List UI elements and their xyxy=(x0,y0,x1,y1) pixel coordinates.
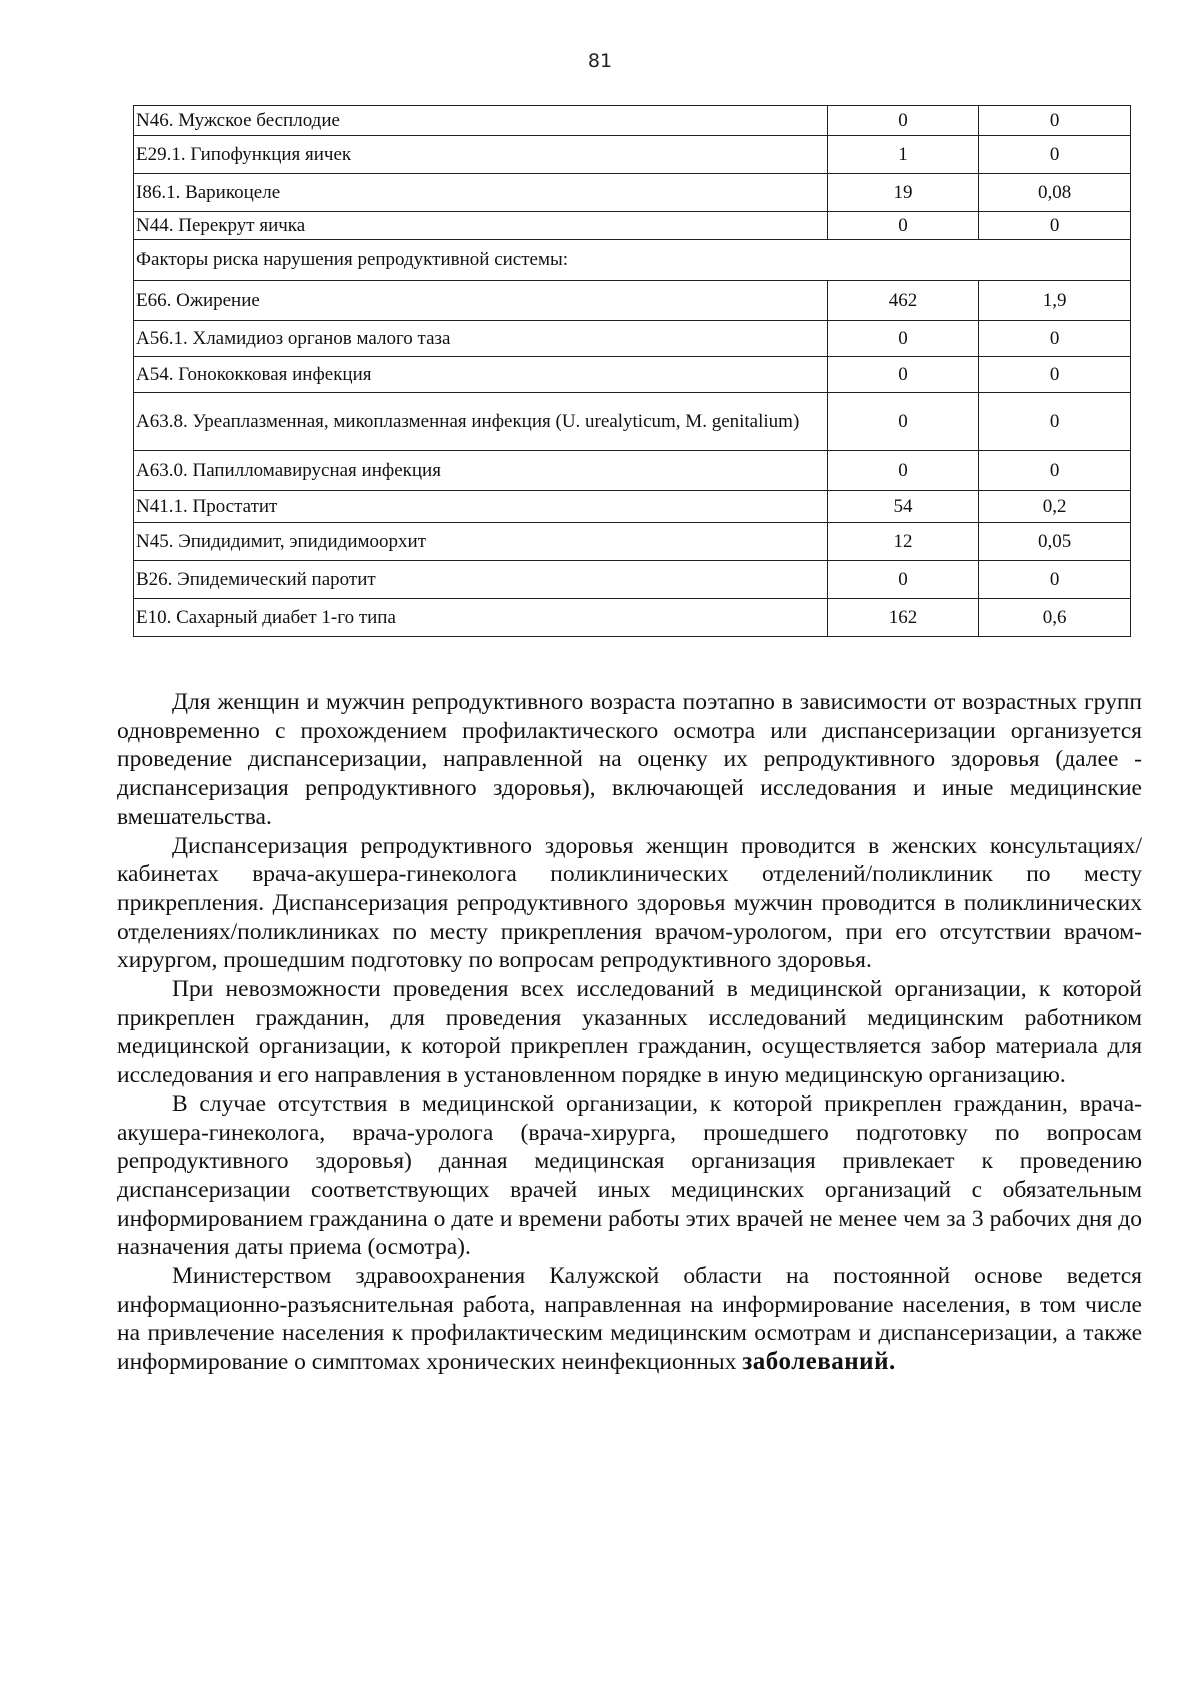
count-value: 0 xyxy=(827,561,979,599)
count-value: 0 xyxy=(827,357,979,393)
diagnosis-name: N44. Перекрут яичка xyxy=(134,212,828,240)
rate-value: 0 xyxy=(979,212,1131,240)
count-value: 0 xyxy=(827,212,979,240)
diagnosis-name: A54. Гонококковая инфекция xyxy=(134,357,828,393)
rate-value: 0 xyxy=(979,106,1131,136)
diagnosis-name: E66. Ожирение xyxy=(134,281,828,321)
rate-value: 0 xyxy=(979,321,1131,357)
paragraph: При невозможности проведения всех исследований в медицинской организации, к которой прикреплен гражданин, для проведения указанных исследований медицинским работником медицинской организации, к которой прикреплен гражданин, осуществляется забор материала для исследования и его направления в установленном порядке в иную медицинскую организацию. xyxy=(117,976,1142,1089)
paragraph xyxy=(117,1262,1142,1377)
rate-value: 0 xyxy=(979,136,1131,174)
rate-value: 0,05 xyxy=(979,523,1131,561)
diagnosis-name: A63.0. Папилломавирусная инфекция xyxy=(134,451,828,491)
table-row xyxy=(134,599,1131,637)
paragraph: Диспансеризация репродуктивного здоровья женщин проводится в женских консультациях/кабинетах врача-акушера-гинеколога поликлинических отделений/поликлиник по месту прикрепления. Диспансеризация репродуктивного здоровья мужчин проводится в поликлинических отделениях/поликлиниках по месту прикрепления врачом-урологом, при его отсутствии врачом-хирургом, прошедшим подготовку по вопросам репродуктивного здоровья. xyxy=(117,832,1142,974)
table-row xyxy=(134,491,1131,523)
table-row xyxy=(134,523,1131,561)
count-value: 0 xyxy=(827,451,979,491)
count-value: 0 xyxy=(827,393,979,451)
table-row xyxy=(134,321,1131,357)
paragraph: Для женщин и мужчин репродуктивного возраста поэтапно в зависимости от возрастных групп одновременно с прохождением профилактического осмотра или диспансеризации организуется проведение диспансеризации, направленной на оценку их репродуктивного здоровья (далее - диспансеризация репродуктивного здоровья), включающей исследования и иные медицинские вмешательства. xyxy=(117,689,1142,830)
paragraph: В случае отсутствия в медицинской организации, к которой прикреплен гражданин, врача-акушера-гинеколога, врача-уролога (врача-хирурга, прошедшего подготовку по вопросам репродуктивного здоровья) данная медицинская организация привлекает к проведению диспансеризации соответствующих врачей иных медицинских организаций с обязательным информированием гражданина о дате и времени работы этих врачей не менее чем за 3 рабочих дня до назначения даты приема (осмотра). xyxy=(117,1090,1142,1261)
count-value: 1 xyxy=(827,136,979,174)
body-text xyxy=(117,688,1142,1377)
count-value: 0 xyxy=(827,106,979,136)
rate-value: 0,08 xyxy=(979,174,1131,212)
table-row xyxy=(134,393,1131,451)
diagnosis-name: A63.8. Уреаплазменная, микоплазменная инфекция (U. urealyticum, M. genitalium) xyxy=(134,393,828,451)
table-row xyxy=(134,174,1131,212)
rate-value: 0 xyxy=(979,451,1131,491)
count-value: 12 xyxy=(827,523,979,561)
table-section-row xyxy=(134,240,1131,281)
diagnosis-name: B26. Эпидемический паротит xyxy=(134,561,828,599)
risk-factors-heading: Факторы риска нарушения репродуктивной системы: xyxy=(134,240,1131,281)
table-row xyxy=(134,281,1131,321)
rate-value: 0,6 xyxy=(979,599,1131,637)
count-value: 462 xyxy=(827,281,979,321)
diagnosis-name: N45. Эпидидимит, эпидидимоорхит xyxy=(134,523,828,561)
page-number: 81 xyxy=(587,50,613,72)
final-word: заболеваний. xyxy=(742,1348,896,1376)
rate-value: 0 xyxy=(979,561,1131,599)
count-value: 162 xyxy=(827,599,979,637)
diagnosis-name: N41.1. Простатит xyxy=(134,491,828,523)
rate-value: 0 xyxy=(979,393,1131,451)
diagnosis-name: N46. Мужское бесплодие xyxy=(134,106,828,136)
table-row xyxy=(134,357,1131,393)
rate-value: 0 xyxy=(979,357,1131,393)
rate-value: 1,9 xyxy=(979,281,1131,321)
count-value: 0 xyxy=(827,321,979,357)
table-row xyxy=(134,106,1131,136)
diagnosis-name: A56.1. Хламидиоз органов малого таза xyxy=(134,321,828,357)
count-value: 19 xyxy=(827,174,979,212)
diagnosis-table xyxy=(133,105,1131,637)
table-row xyxy=(134,451,1131,491)
table-row xyxy=(134,136,1131,174)
table-row xyxy=(134,212,1131,240)
count-value: 54 xyxy=(827,491,979,523)
diagnosis-name: E10. Сахарный диабет 1-го типа xyxy=(134,599,828,637)
rate-value: 0,2 xyxy=(979,491,1131,523)
diagnosis-name: E29.1. Гипофункция яичек xyxy=(134,136,828,174)
paragraph-text: Министерством здравоохранения Калужской области на постоянной основе ведется информационно-разъяснительная работа, направленная на информирование населения, в том числе на привлечение населения к профилактическим медицинским осмотрам и диспансеризации, а также информирование о симптомах хронических неинфекционных xyxy=(117,1263,1142,1376)
diagnosis-name: I86.1. Варикоцеле xyxy=(134,174,828,212)
table-row xyxy=(134,561,1131,599)
